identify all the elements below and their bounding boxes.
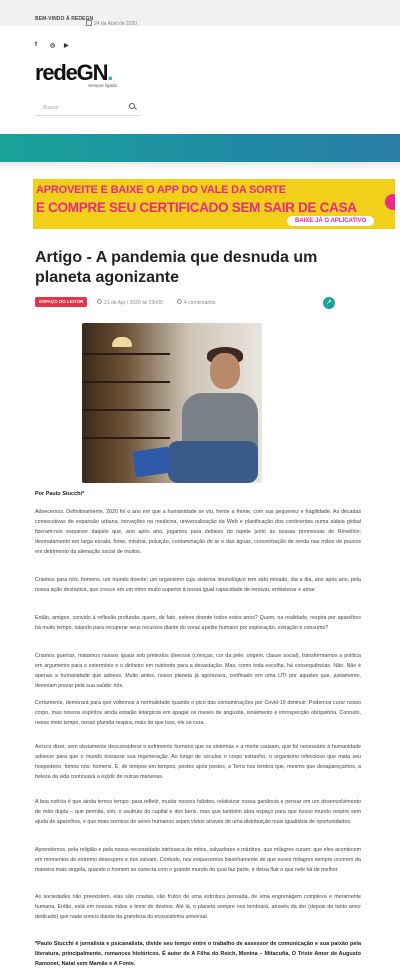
band-shadow <box>0 162 400 172</box>
author-photo <box>82 323 262 483</box>
article-paragraph: Certamente, demorará para que voltemos à normalidade quando o pico das contaminações por Covid-19 diminuir. Podemos curar nosso corpo, mas nossos espíritos ainda estarão letárgicos em apagar os meses de angústia, isolamento e introspecção obrigatória. Contudo, nesse meio tempo, nosso planeta respira, mais do que isso, ele se cura. <box>35 700 361 726</box>
banner-decoration <box>385 194 395 210</box>
calendar-icon <box>86 20 92 26</box>
welcome-text: BEM-VINDO À REDEGN <box>35 16 94 22</box>
article-author: Por Paulo Stucchi* <box>35 491 85 497</box>
clock-icon <box>97 299 102 304</box>
article-paragraph: Criamos para nós, homens, um mundo doente; um organismo cujo sistema imunológico tem sido minado, dia a dia, ano após ano, pela nossa ação destrutiva, que cresce em um ritmo muito superior à nossa igual capacidade de renovar, embelezar e amar. <box>35 577 361 593</box>
header-color-band <box>0 134 400 162</box>
article-paragraph: Arrisco dizer, sem obviamente desconsiderar o sofrimento humano que os sintomas e a morte causam, que foi necessário à humanidade adoecer para que o mundo iniciasse sua regeneração. Ao longo de séculos o corpo estranho, o organismo infeccioso que mata seu hospedeiro, fomos nós: homens. E, de tempos em tempos, pestes após pestes, a Terra nos lembra que, mesmo que desapareçamos, a beleza da vida continuará a existir de outras maneiras. <box>35 744 361 780</box>
article-paragraph: Então, amigos, convido à reflexão profunda: quem, de fato, esteve doente todos estes anos? Quem, na realidade, respira por aparelhos há muito tempo, lutando para recuperar seus recursos diante do voraz apetite humano por exploração, extração e consumo? <box>35 615 361 631</box>
photo-shelf <box>82 409 170 411</box>
banner-line-2: E COMPRE SEU CERTIFICADO SEM SAIR DE CASA <box>36 200 357 215</box>
article-title: Artigo - A pandemia que desnuda um planeta agonizante <box>35 249 318 286</box>
author-bio: *Paulo Stucchi é jornalista e psicanalista, divide seu tempo entre o trabalho de assessor de comunicação e sua paixão pela literatura, principalmente, romances históricos. É autor de A Filha do Reich, Menina – Mitacuña, O Triste Amor de Augusto Ramonet, Natal sem Mamãe e A Fonte. <box>35 941 361 967</box>
ad-banner[interactable] <box>33 179 395 229</box>
search-placeholder: Buscar <box>43 105 59 111</box>
article-paragraph: Adoecemos. Definitivamente, 2020 foi o ano em que a humanidade se viu, frente a frente, com sua pequenez e fragilidade. As décadas consecutivas de expansão urbana, inovações na medicina, universalização da Web e planificação dos continentes numa aldeia global fizeram-nos esquecer daquilo que, ano após ano, jogamos para debaixo do tapete junto às nossas promessas de Réveillon: desmatamento em larga escala, fome, miséria, poluição, contaminação do ar e das águas, concentração de renda nas mãos de poucos em detrimento da alienação social de muitos. <box>35 509 361 555</box>
photo-legs <box>168 441 258 483</box>
article-paragraph: As sociedades não preexistem, elas são criadas, são frutos de uma estrutura pensada, de uma engrenagem complexa e meramente humana. Então, está em nossas mãos o leme do destino. Até lá, o planeta sempre nos lembrará, através da dor (depois de tanto amor dedicado) que nada somos diante da grandeza do ecossistema universal. <box>35 894 361 920</box>
search-icon[interactable] <box>129 103 135 109</box>
article-comments[interactable]: 4 comentários <box>177 299 215 306</box>
category-badge[interactable]: ESPAÇO DO LEITOR <box>35 297 87 307</box>
logo-slogan: Sempre ligado <box>88 83 118 88</box>
logo-dot: . <box>107 60 113 85</box>
photo-book <box>132 447 171 478</box>
top-bar <box>0 0 400 26</box>
banner-cta-button[interactable]: BAIXE JÁ O APLICATIVO <box>287 216 374 226</box>
photo-shelf <box>82 353 170 355</box>
facebook-icon[interactable]: f <box>35 42 37 48</box>
photo-shelf <box>82 437 170 439</box>
article-datetime: 21 de Apr / 2020 às 23h00 <box>97 299 163 306</box>
article-paragraph: A boa notícia é que ainda temos tempo: para refletir, mudar nossos hábitos, relativizar nossa ganância e pensar em um desenvolvimento de mão dupla – que permita, sim, o usufruto do capital e dos bens, mas que também abra espaço para que nosso mundo respire sem ajuda de aparelhos, e que mais sorrisos de seres humanos sejam vistos através de uma distribuição mais igualitária de oportunidades. <box>35 799 361 825</box>
article-paragraph: Aprendemos, pela religião e pela nossa necessidade intrínseca de mitos, salvadores e mártires, que milagres curam; que eles acontecem em momentos de extremo desespero e nos salvam. Contudo, nos esquecemos bisonhamente de que esses milagres sempre ocorrem da maneira mais singela, quando o homem se conecta com o grande mundo do qual faz parte, e deixa fluir o que nele há de melhor. <box>35 847 361 873</box>
photo-lamp <box>112 337 132 347</box>
comment-icon <box>177 299 182 304</box>
banner-line-1: APROVEITE E BAIXE O APP DO VALE DA SORTE <box>36 184 286 196</box>
instagram-icon[interactable]: ◎ <box>50 43 56 49</box>
article-paragraph: Criamos guerras, matamos nossos iguais sob pretextos diversos (crenças, cor da pele, origem, classe social), transformamos a política em argumento para o extermínio e o dinheiro em nutriente para a devastação. Mas, como toda escolha, há consequências. Não. Não é apenas a humanidade que adoece. Muito antes, nosso planeta já agonizava, confinado em uma UTI por aqueles que, justamente, deveriam prezar pela sua saúde: nós. <box>35 653 361 689</box>
search-input[interactable] <box>35 101 139 116</box>
current-date: 24 de Abril de 2020 <box>86 20 137 27</box>
youtube-icon[interactable]: ▶ <box>64 43 69 49</box>
site-logo[interactable]: redeGN. <box>35 60 113 85</box>
photo-shelf <box>82 381 170 383</box>
photo-head <box>210 353 240 389</box>
share-icon[interactable]: ↗ <box>323 297 335 309</box>
